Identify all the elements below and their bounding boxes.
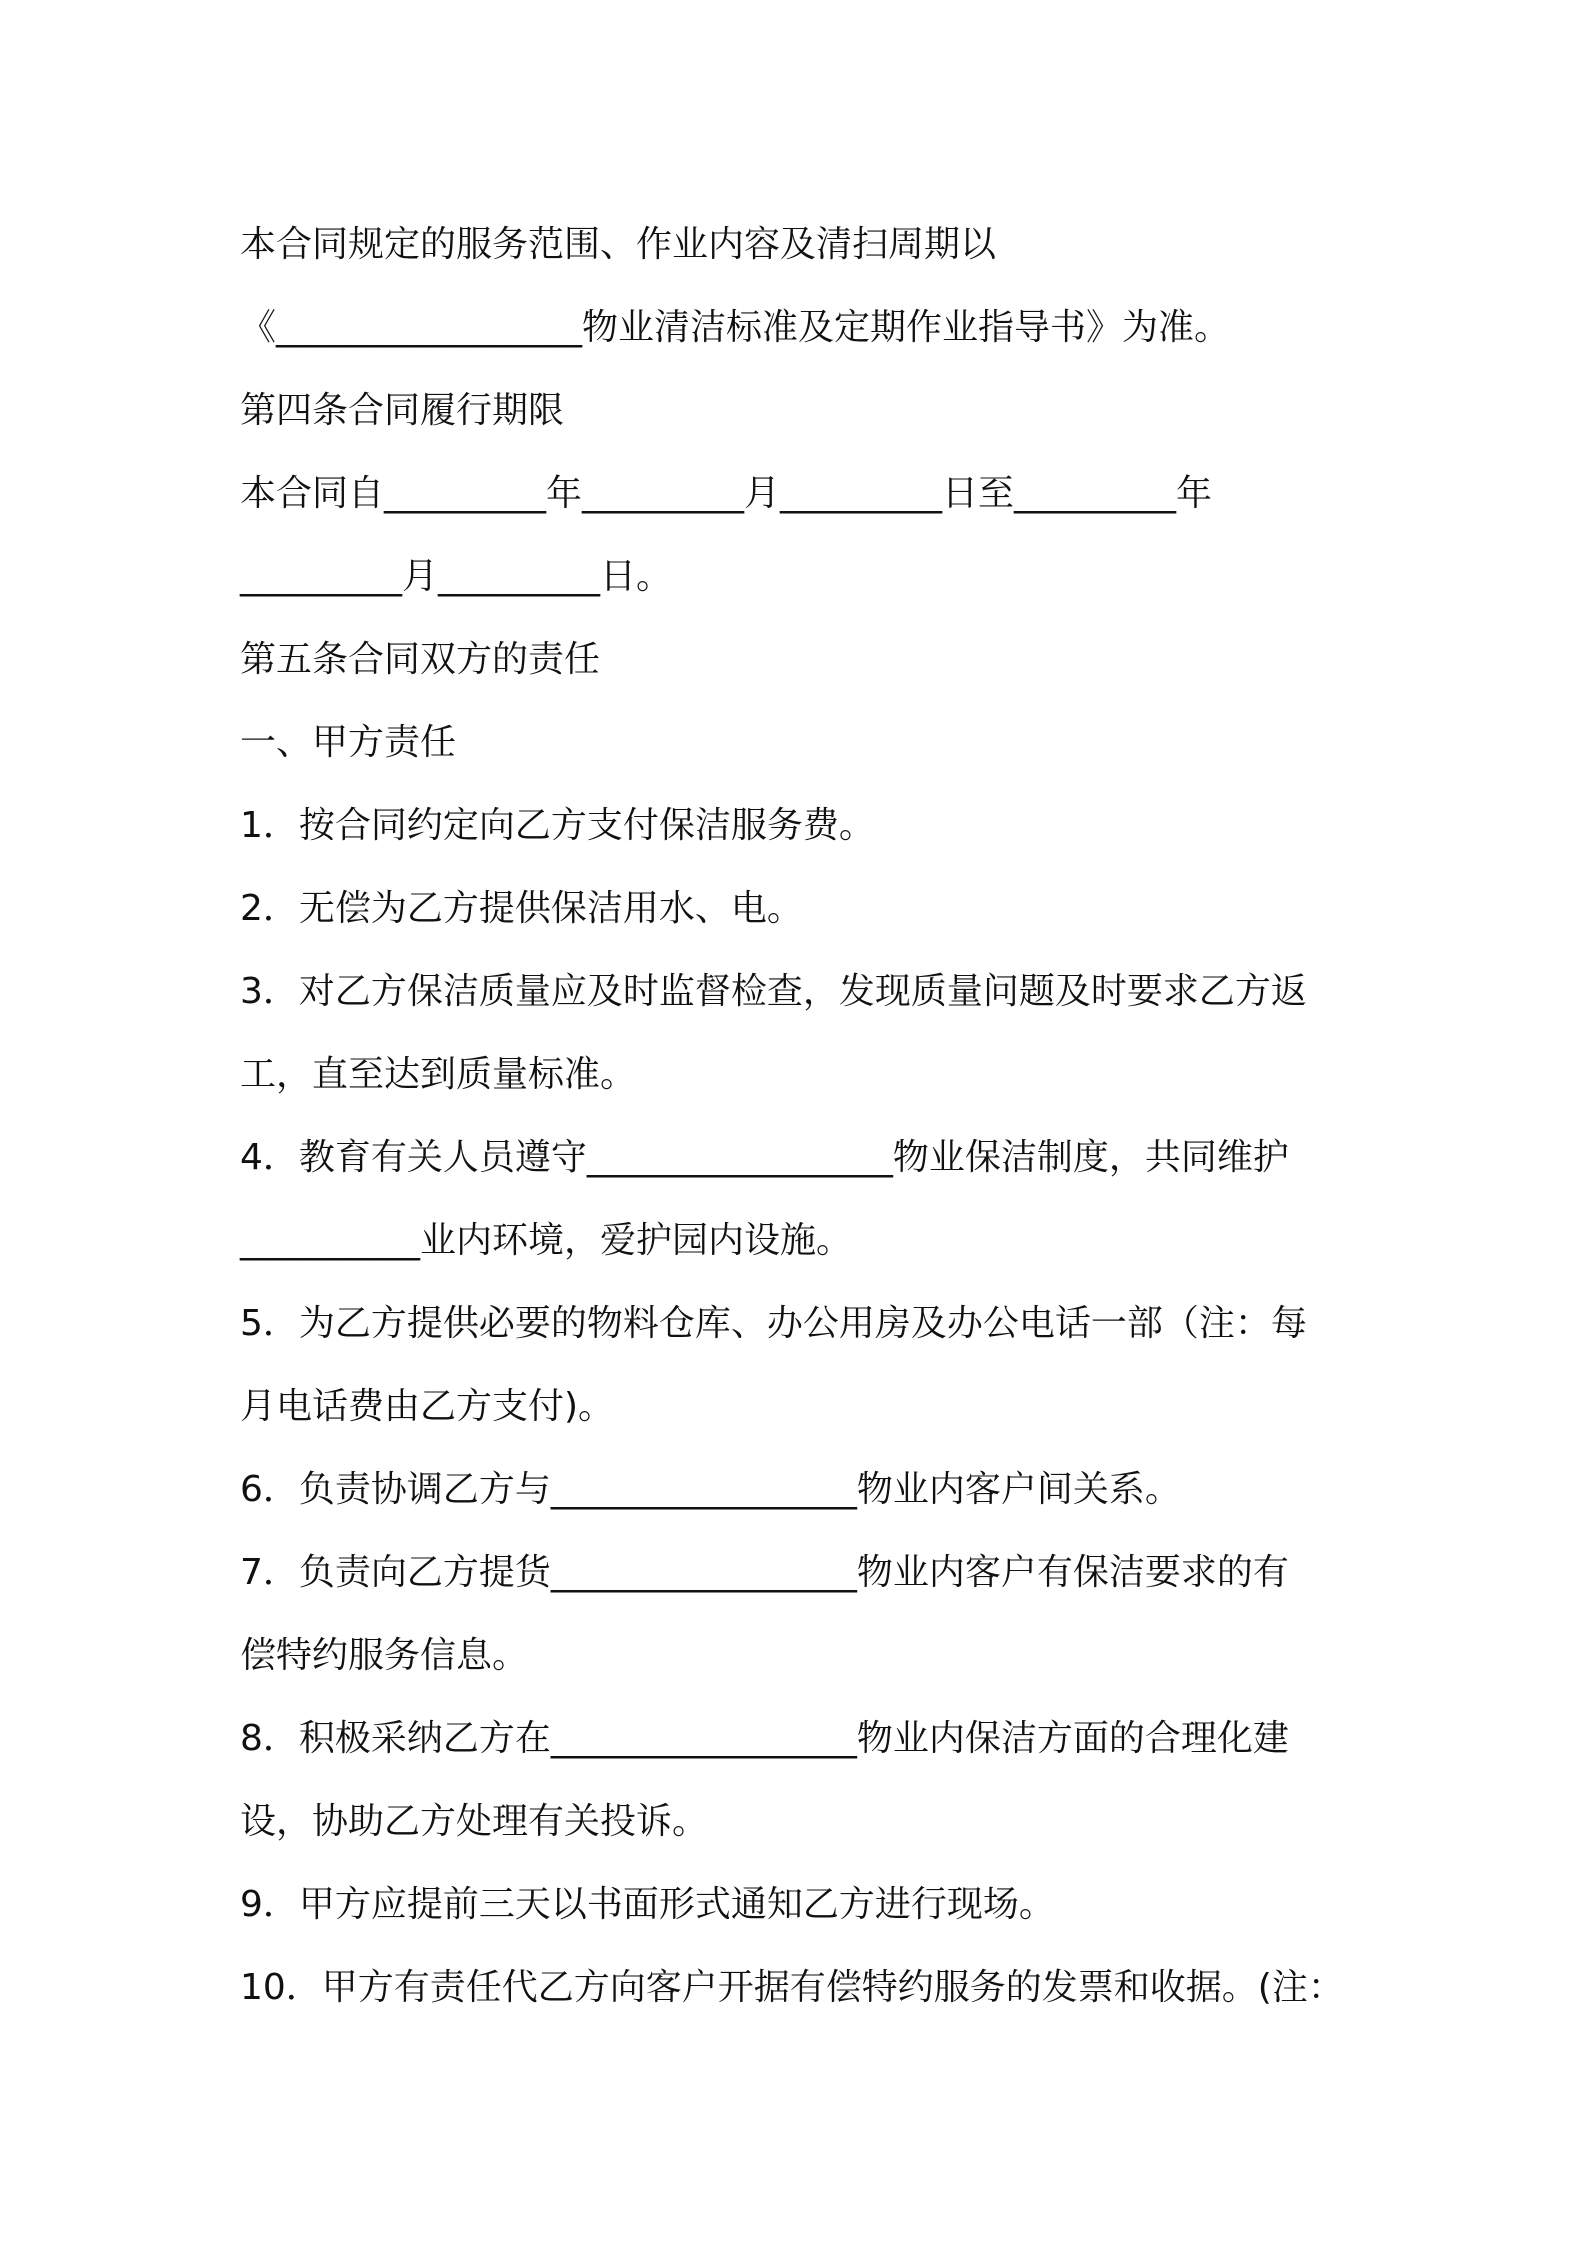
contract-period-end: _________月_________日。 <box>240 556 673 597</box>
article-5-heading: 第五条合同双方的责任 <box>240 639 601 680</box>
party-a-item-4: 4．教育有关人员遵守_________________物业保洁制度，共同维护 <box>240 1137 1289 1178</box>
article-4-heading: 第四条合同履行期限 <box>240 390 565 431</box>
clause-text-cleaning-standard: 《_________________物业清洁标准及定期作业指导书》为准。 <box>240 307 1231 348</box>
party-a-item-7: 7．负责向乙方提货_________________物业内客户有保洁要求的有 <box>240 1552 1289 1593</box>
party-a-item-8-continued: 设，协助乙方处理有关投诉。 <box>240 1801 709 1842</box>
party-a-item-10: 10．甲方有责任代乙方向客户开据有偿特约服务的发票和收据。(注： <box>240 1967 1344 2008</box>
document-body <box>240 203 1360 2029</box>
party-a-item-3: 3．对乙方保洁质量应及时监督检查，发现质量问题及时要求乙方返 <box>240 971 1307 1012</box>
party-a-item-1: 1．按合同约定向乙方支付保洁服务费。 <box>240 805 875 846</box>
party-a-item-5: 5．为乙方提供必要的物料仓库、办公用房及办公电话一部（注：每 <box>240 1303 1307 1344</box>
party-a-item-8: 8．积极采纳乙方在_________________物业内保洁方面的合理化建 <box>240 1718 1289 1759</box>
party-a-item-7-continued: 偿特约服务信息。 <box>240 1635 529 1676</box>
party-a-item-6: 6．负责协调乙方与_________________物业内客户间关系。 <box>240 1469 1181 1510</box>
party-a-item-3-continued: 工，直至达到质量标准。 <box>240 1054 637 1095</box>
party-a-item-4-continued: __________业内环境，爱护园内设施。 <box>240 1220 853 1261</box>
clause-text-service-scope: 本合同规定的服务范围、作业内容及清扫周期以 <box>240 224 997 265</box>
party-a-item-2: 2．无偿为乙方提供保洁用水、电。 <box>240 888 803 929</box>
party-a-responsibilities-heading: 一、甲方责任 <box>240 722 457 763</box>
party-a-item-9: 9．甲方应提前三天以书面形式通知乙方进行现场。 <box>240 1884 1055 1925</box>
party-a-item-5-continued: 月电话费由乙方支付)。 <box>240 1386 615 1427</box>
contract-period-start: 本合同自_________年_________月_________日至_________年 <box>240 473 1213 514</box>
